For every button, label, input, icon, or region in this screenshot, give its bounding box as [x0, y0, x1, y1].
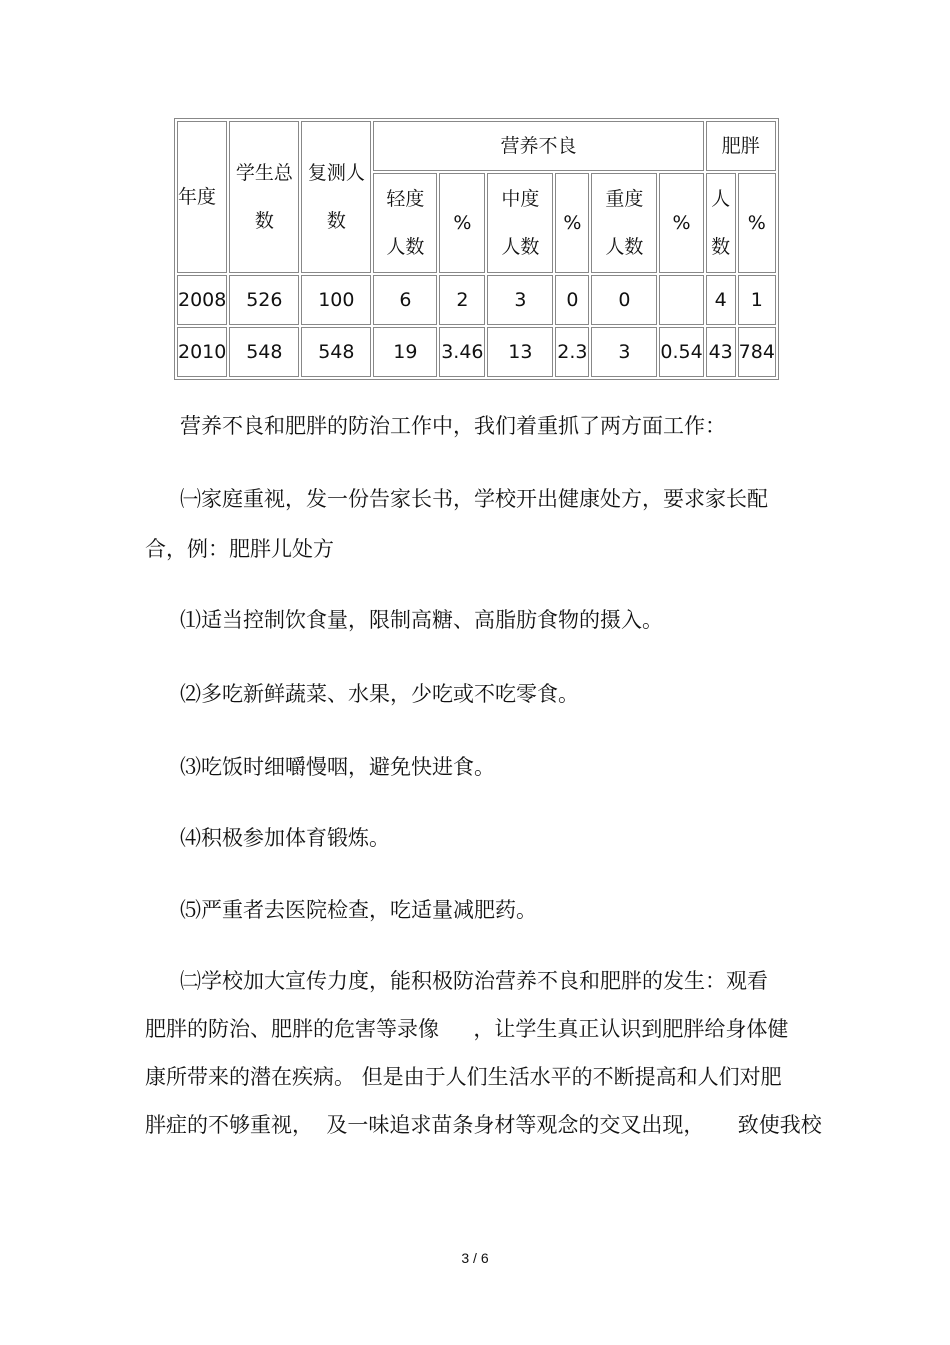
header-obese-pct: % — [738, 173, 776, 273]
cell-mild-count: 19 — [373, 327, 437, 377]
cell-mild-count: 6 — [373, 275, 437, 325]
header-mild-count — [373, 173, 437, 273]
header-total-line1: 学生总 — [235, 162, 293, 184]
header-severe-pct: % — [659, 173, 703, 273]
paragraph-intro — [180, 414, 850, 439]
cell-total: 548 — [229, 327, 299, 377]
header-severe-line2: 人数 — [605, 236, 644, 258]
paragraph-family — [145, 487, 815, 562]
header-obese-line1: 人 — [711, 188, 731, 210]
table-row — [177, 327, 776, 377]
cell-year: 2010 — [177, 327, 227, 377]
cell-obese-pct: 784 — [738, 327, 776, 377]
header-moderate-pct: % — [555, 173, 589, 273]
header-total-students — [229, 121, 299, 273]
header-severe-count — [591, 173, 657, 273]
paragraph-line: ⑶吃饭时细嚼慢咽，避免快进食。 — [180, 755, 495, 779]
header-mild-line1: 轻度 — [386, 188, 425, 210]
list-item-3 — [180, 755, 850, 780]
header-retest — [301, 121, 371, 273]
paragraph-line: 肥胖的防治、肥胖的危害等录像 ，让学生真正认识到肥胖给身体健 — [145, 1017, 789, 1041]
cell-retest: 100 — [301, 275, 371, 325]
list-item-1 — [180, 608, 850, 633]
cell-year: 2008 — [177, 275, 227, 325]
paragraph-line: 胖症的不够重视， 及一味追求苗条身材等观念的交叉出现， 致使我校 — [145, 1113, 822, 1137]
paragraph-line: ⑸严重者去医院检查，吃适量减肥药。 — [180, 898, 537, 922]
paragraph-line: ⑴适当控制饮食量，限制高糖、高脂肪食物的摄入。 — [180, 608, 663, 632]
cell-severe-pct: 0.54 — [659, 327, 703, 377]
header-moderate-line1: 中度 — [501, 188, 540, 210]
header-mild-pct: % — [439, 173, 485, 273]
paragraph-school — [145, 969, 822, 1138]
header-year — [177, 121, 227, 273]
list-item-2 — [180, 682, 850, 707]
paragraph-line: 营养不良和肥胖的防治工作中，我们着重抓了两方面工作： — [180, 414, 726, 438]
cell-mild-pct: 2 — [439, 275, 485, 325]
cell-severe-pct — [659, 275, 703, 325]
table-row — [177, 275, 776, 325]
cell-moderate-pct: 2.3 — [555, 327, 589, 377]
header-total-line2: 数 — [254, 210, 274, 232]
header-obese-line2: 数 — [711, 236, 731, 258]
cell-obese-count: 43 — [706, 327, 736, 377]
header-moderate-line2: 人数 — [501, 236, 540, 258]
header-severe-line1: 重度 — [605, 188, 644, 210]
cell-total: 526 — [229, 275, 299, 325]
header-mild-line2: 人数 — [386, 236, 425, 258]
cell-moderate-count: 3 — [487, 275, 553, 325]
page-number: 3 / 6 — [461, 1250, 489, 1266]
paragraph-line: ⑵多吃新鲜蔬菜、水果，少吃或不吃零食。 — [180, 682, 579, 706]
header-obesity: 肥胖 — [706, 121, 776, 171]
cell-severe-count: 0 — [591, 275, 657, 325]
paragraph-line: 合，例：肥胖儿处方 — [145, 537, 334, 561]
cell-mild-pct: 3.46 — [439, 327, 485, 377]
header-malnutrition: 营养不良 — [373, 121, 703, 171]
cell-obese-count: 4 — [706, 275, 736, 325]
paragraph-line: ㈡学校加大宣传力度，能积极防治营养不良和肥胖的发生：观看 — [180, 969, 768, 993]
list-item-4 — [180, 826, 850, 851]
paragraph-line: 康所带来的潜在疾病。 但是由于人们生活水平的不断提高和人们对肥 — [145, 1065, 782, 1089]
header-retest-line1: 复测人 — [307, 162, 365, 184]
cell-severe-count: 3 — [591, 327, 657, 377]
cell-moderate-count: 13 — [487, 327, 553, 377]
header-year-label: 年度 — [178, 186, 217, 208]
header-moderate-count — [487, 173, 553, 273]
paragraph-line: ㈠家庭重视，发一份告家长书，学校开出健康处方，要求家长配 — [180, 487, 768, 511]
header-retest-line2: 数 — [326, 210, 346, 232]
list-item-5 — [180, 898, 850, 923]
cell-retest: 548 — [301, 327, 371, 377]
cell-moderate-pct: 0 — [555, 275, 589, 325]
cell-obese-pct: 1 — [738, 275, 776, 325]
health-statistics-table — [174, 118, 779, 380]
paragraph-line: ⑷积极参加体育锻炼。 — [180, 826, 390, 850]
header-obese-count — [706, 173, 736, 273]
